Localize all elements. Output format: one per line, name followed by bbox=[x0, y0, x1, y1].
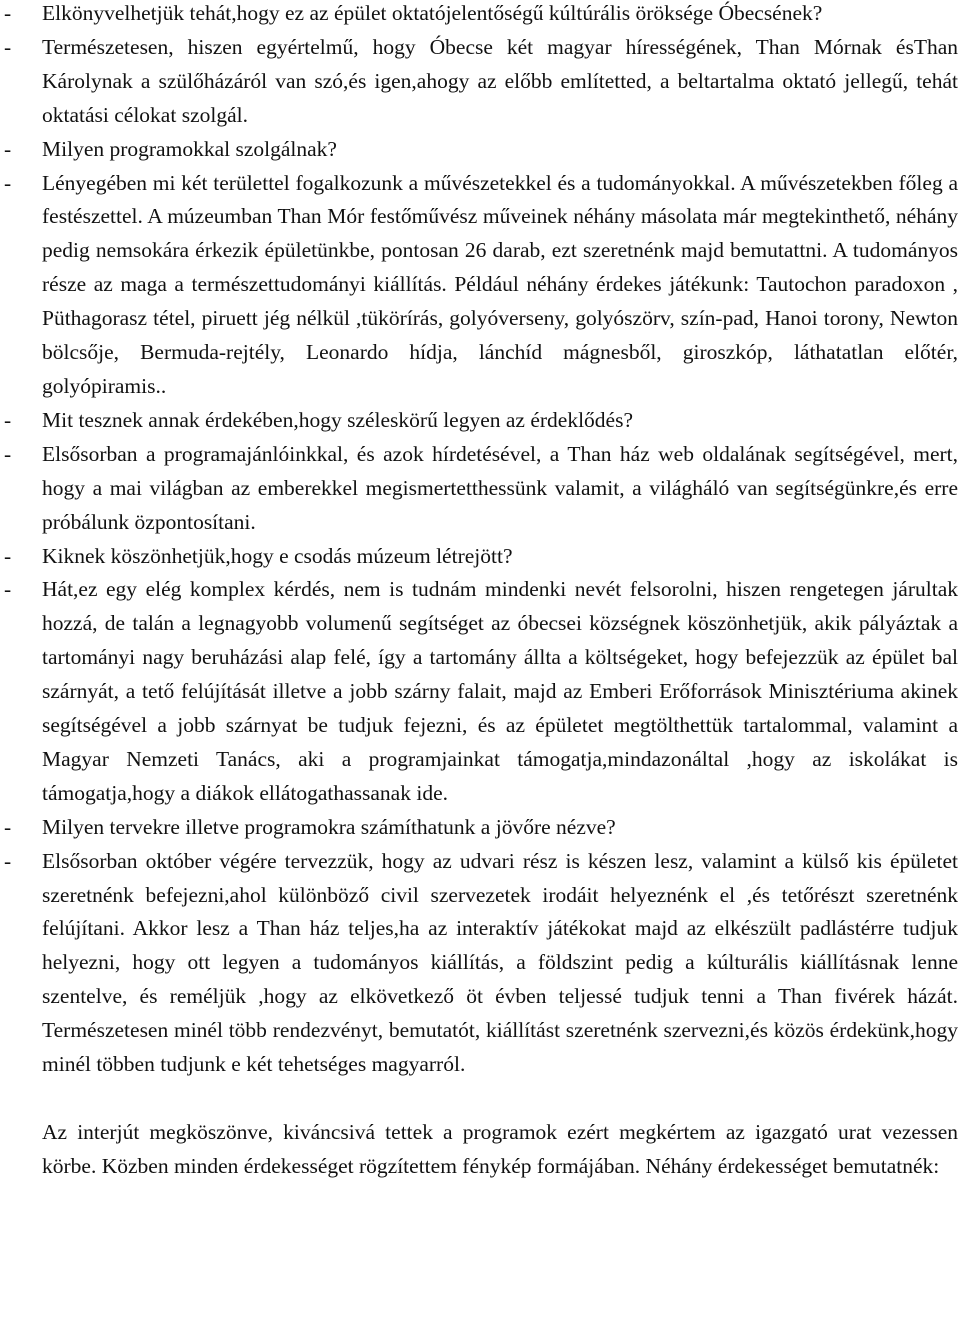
dash-bullet: - bbox=[4, 848, 12, 873]
dash-bullet: - bbox=[4, 136, 12, 161]
paragraph-text: Milyen tervekre illetve programokra számíthatunk a jövőre nézve? bbox=[42, 814, 616, 839]
paragraph-text: Elkönyvelhetjük tehát,hogy ez az épület oktatójelentőségű kúltúrális öröksége Óbecsének? bbox=[42, 1, 823, 25]
paragraph-text: Kiknek köszönhetjük,hogy e csodás múzeum létrejött? bbox=[42, 543, 513, 568]
paragraph-10 bbox=[0, 845, 960, 1082]
dash-bullet: - bbox=[4, 407, 12, 432]
closing-paragraph: Az interjút megköszönve, kiváncsivá tettek a programok ezért megkértem az igazgató urat vezessen körbe. Közben minden érdekességet rögzítettem fénykép formájában. Néhány érdekességet bemutatnék: bbox=[42, 1119, 958, 1178]
paragraph-9 bbox=[0, 811, 960, 845]
paragraph-3 bbox=[0, 133, 960, 167]
dash-bullet: - bbox=[4, 814, 12, 839]
paragraph-text: Elsősorban a programajánlóinkkal, és azok hírdetésével, a Than ház web oldalának segítségével, mert, hogy a mai világban az emberekkel megismertetthessünk valamit, a világháló van segítségünkre,és erre próbálunk özpontosítani. bbox=[42, 441, 958, 534]
dash-bullet: - bbox=[4, 577, 12, 602]
paragraph-8 bbox=[0, 573, 960, 810]
paragraph-1 bbox=[0, 0, 960, 31]
paragraph-text: Lényegében mi két területtel fogalkozunk a művészetekkel és a tudományokkal. A művészetekben főleg a festészettel. A múzeumban Than Mór festőművész műveinek néhány másolata már megtekinthető, néhány pedig nemsokára érkezik épületünkbe, pontosan 26 darab, ezt szeretnénk majd bemutattni. A tudományos része az maga a természettudományi kiállítás. Például néhány érdekes játékunk: Tautochon paradoxon , Püthagorasz tétel, piruett jég nélkül ,tükörírás, golyóverseny, golyószörv, szín-pad, Hanoi torony, Newton bölcsője, Bermuda-rejtély, Leonardo hídja, lánchíd mágnesből, giroszkóp, láthatatlan előtér, golyópiramis.. bbox=[42, 170, 958, 398]
dash-bullet: - bbox=[4, 441, 12, 466]
paragraph-2 bbox=[0, 31, 960, 133]
dash-bullet: - bbox=[4, 543, 12, 568]
paragraph-text: Elsősorban október végére tervezzük, hogy az udvari rész is készen lesz, valamint a külső kis épületet szeretnénk befejezni,ahol különböző civil szervezetek irodáit helyeznénk el ,és tetőrészt szeretnénk felújítani. Akkor lesz a Than ház teljes,ha az interaktív játékokat majd az elkészült padlástérre tudjuk helyezni, hogy ott legyen a tudományos kiállítás, a földszint pedig a kúlturális kiállításnak lenne szentelve, és reméljük ,hogy az elkövetkező öt évben teljessé tudjuk tenni a Than fivérek házát. Természetesen minél több rendezvényt, bemutatót, kiállítást szeretnénk szervezni,és közös érdekünk,hogy minél többen tudjunk e két tehetséges magyarról. bbox=[42, 848, 958, 1077]
paragraph-6 bbox=[0, 438, 960, 540]
dash-bullet: - bbox=[4, 170, 12, 195]
paragraph-text: Mit tesznek annak érdekében,hogy széleskörű legyen az érdeklődés? bbox=[42, 407, 634, 432]
paragraph-text: Milyen programokkal szolgálnak? bbox=[42, 136, 337, 161]
dash-bullet: - bbox=[4, 34, 12, 59]
dash-bullet: - bbox=[4, 1, 12, 25]
paragraph-4 bbox=[0, 167, 960, 404]
paragraph-5 bbox=[0, 404, 960, 438]
paragraph-text: Természetesen, hiszen egyértelmű, hogy Óbecse két magyar hírességének, Than Mórnak ésThan Károlynak a szülőházáról van szó,és igen,ahogy az előbb említetted, a beltartalma oktató jellegű, tehát oktatási célokat szolgál. bbox=[42, 34, 958, 127]
paragraph-text: Hát,ez egy elég komplex kérdés, nem is tudnám mindenki nevét felsorolni, hiszen rengetegen járultak hozzá, de talán a legnagyobb volumenű segítséget az óbecsei községnek köszönhetjük, akik pályáztak a tartományi nagy beruházási alap felé, így a tartomány állta a költségeket, hogy befejezzük az épület bal szárnyát, a tető felújítását illetve a jobb szárny falait, majd az Emberi Erőforrások Minisztériuma akinek segítségével a jobb szárnyat be tudjuk fejezni, és az épületet megtölthettük tartalommal, valamint a Magyar Nemzeti Tanács, aki a programjainkat támogatja,mindazonáltal ,hogy az iskolákat is támogatja,hogy a diákok ellátogathassanak ide. bbox=[42, 577, 958, 805]
paragraph-7 bbox=[0, 540, 960, 574]
